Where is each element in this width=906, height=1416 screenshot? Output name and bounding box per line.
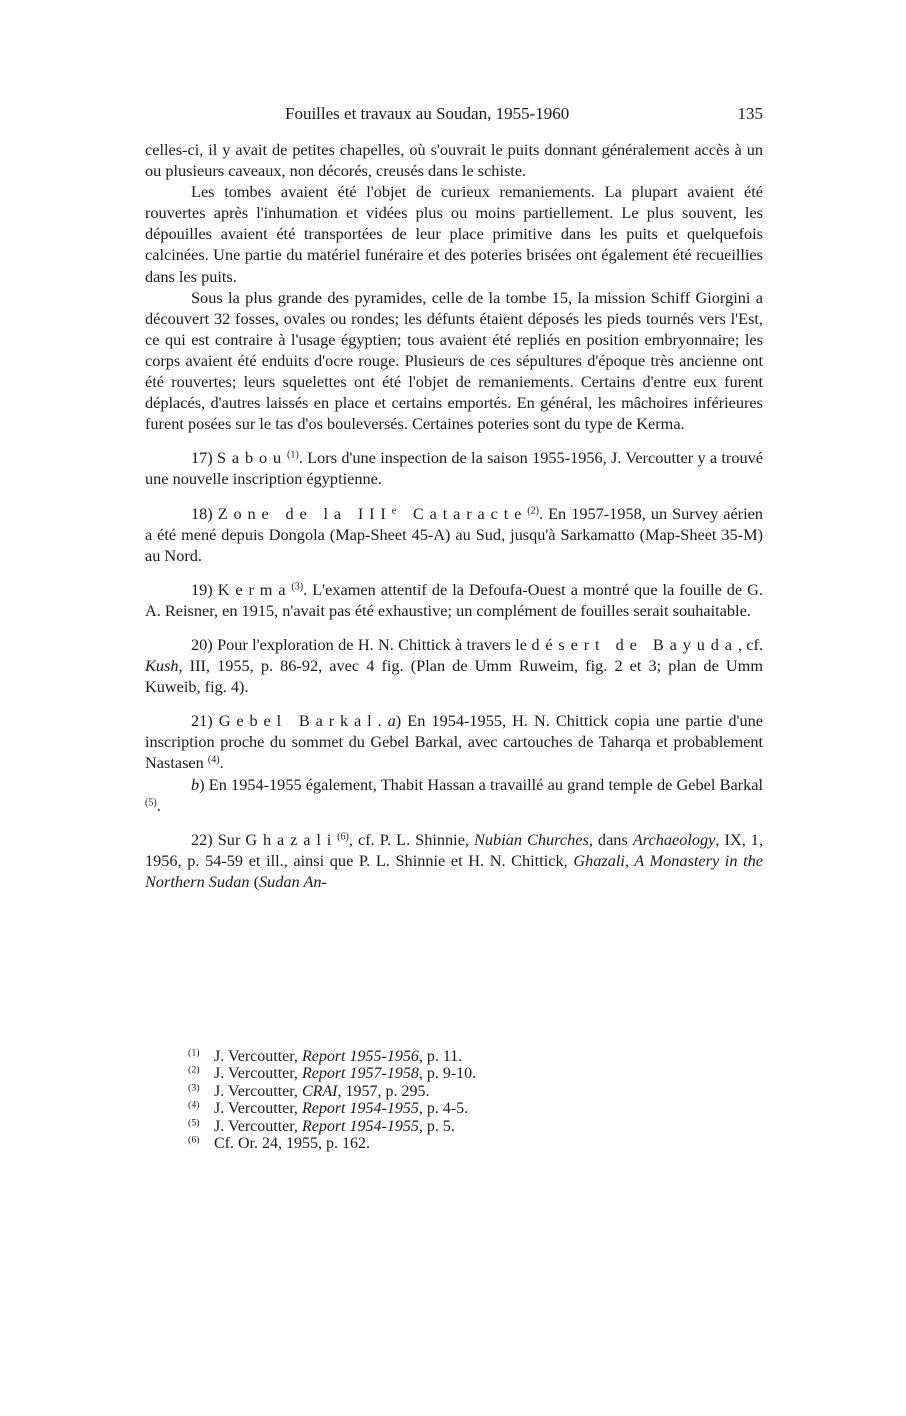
section-21-gebel-barkal: 21) Gebel Barkal. a) En 1954-1955, H. N. Chittick copia une partie d'une inscription proche du sommet du Gebel Barkal, avec cartouches de Taharqa et probablement Nastasen $^{(4)}$. [145,711,763,773]
section-18-cataracte: 18) Zone de la IIIe Cataracte$^{(2)}$. En 1957-1958, un Survey aérien a été mené depuis Dongola (Map-Sheet 45-A) au Sud, jusqu'à Sarkamatto (Map-Sheet 35-M) au Nord. [145,503,763,565]
footnote: $^{(6)}$ Cf. Or. 24, 1955, p. 162. [188,1134,370,1153]
footnote: $^{(5)}$ J. Vercoutter, Report 1954-1955, p. 5. [188,1117,455,1135]
footnotes [188,1048,648,1152]
page-number: 135 [737,104,763,123]
footnote: $^{(2)}$ J. Vercoutter, Report 1957-1958, p. 9-10. [188,1064,477,1083]
paragraph-tombes: Les tombes avaient été l'objet de curieux remaniements. La plupart avaient été rouvertes après l'inhumation et vidées plus ou moins partiellement. Le plus souvent, les dépouilles avaient été transportées de leur place primitive dans les puits et quelquefois calcinées. Une partie du matériel funéraire et des poteries brisées ont également été recueillies dans les puits. [145,182,763,286]
paragraph-continuation: celles-ci, il y avait de petites chapelles, où s'ouvrait le puits donnant généralement accès à un ou plusieurs caveaux, non décorés, creusés dans le schiste. [145,140,763,181]
section-17-sabou: 17) Sabou$^{(1)}$. Lors d'une inspection de la saison 1955-1956, J. Vercoutter y a trouvé une nouvelle inscription égyptienne. [145,448,763,489]
section-20-bayuda: 20) Pour l'exploration de H. N. Chittick à travers le désert de Bayuda, cf. Kush, III, 1955, p. 86-92, avec 4 fig. (Plan de Umm Ruweim, fig. 2 et 3; plan de Umm Kuweib, fig. 4). [145,634,764,697]
footnote: $^{(4)}$ J. Vercoutter, Report 1954-1955, p. 4-5. [188,1099,469,1118]
section-21-b: b) En 1954-1955 également, Thabit Hassan a travaillé au grand temple de Gebel Barkal $^{(5)}$. [145,774,763,815]
running-title: Fouilles et travaux au Soudan, 1955-1960 [285,104,570,123]
footnote-ref[interactable]: (5) [145,797,157,809]
footnote-ref[interactable]: (4) [207,754,220,766]
footnote: $^{(1)}$ J. Vercoutter, Report 1955-1956, p. 11. [188,1047,463,1065]
page-header [145,104,763,128]
main-text [145,139,763,892]
footnote-ref[interactable]: (2) [527,504,540,516]
place-name: Zone de la IIIe Cataracte [217,503,528,523]
place-name: Ghazali [245,829,338,849]
place-name: Sabou [217,448,288,468]
footnote-ref[interactable]: (1) [287,449,299,461]
place-name: désert de Bayuda [531,634,738,654]
section-22-ghazali: 22) Sur Ghazali$^{(6)}$, cf. P. L. Shinnie, Nubian Churches, dans Archaeology, IX, 1, 1956, p. 54-59 et ill., ainsi que P. L. Shinnie et H. N. Chittick, Ghazali, A Monastery in the Northern Sudan (Sudan An- [145,829,764,891]
place-name: Gebel Barkal [218,711,378,731]
paragraph-pyramides: Sous la plus grande des pyramides, celle de la tombe 15, la mission Schiff Giorgini a découvert 32 fosses, ovales ou rondes; les défunts étaient déposés les pieds tournés vers l'Est, ce qui est contraire à l'usage égyptien; tous avaient été repliés en position embryonnaire; les corps avaient été enduits d'ocre rouge. Plusieurs de ces sépultures d'époque très ancienne ont été rouvertes; leurs squelettes ont été l'objet de remaniements. Certains d'entre eux furent déplacés, d'autres laissés en place et certains emportés. En général, les mâchoires inférieures furent posées sur le tas d'os bouleversés. Certaines poteries sont du type de Kerma. [145,287,763,434]
footnote: $^{(3)}$ J. Vercoutter, CRAI, 1957, p. 295. [188,1082,430,1100]
journal-title: Kush [145,656,179,676]
footnote-ref[interactable]: (3) [291,581,304,593]
section-19-kerma: 19) Kerma$^{(3)}$. L'examen attentif de la Defoufa-Ouest a montré que la fouille de G. A. Reisner, en 1915, n'avait pas été exhaustive; un complément de fouilles serait souhaitable. [145,579,764,620]
footnote-ref[interactable]: (6) [337,831,349,843]
place-name: Kerma [217,579,292,599]
